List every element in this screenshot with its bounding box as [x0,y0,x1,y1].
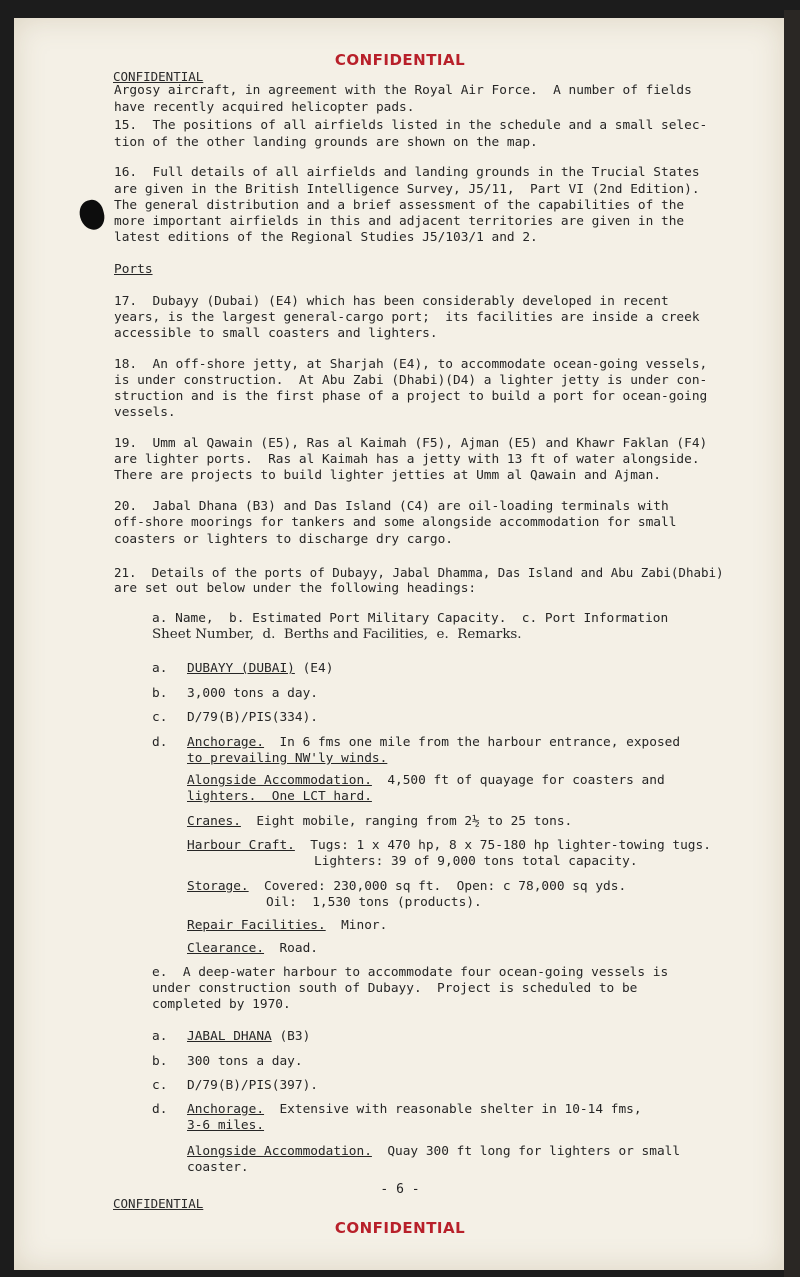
cranes-text: Eight mobile, ranging from 2½ to 25 tons. [240,814,573,829]
para-16-line-3: The general distribution and a brief assessment of the capabilities of the [114,198,685,213]
jabal-alongside-text: Quay 300 ft long for lighters or small [371,1144,681,1159]
jabal-anchorage-text: Extensive with reasonable shelter in 10-14 fms, [264,1102,642,1117]
dubayy-name: DUBAYY (DUBAI) [187,661,295,676]
dubayy-remarks-line-3: completed by 1970. [152,997,291,1012]
harbour-craft-text: Tugs: 1 x 470 hp, 8 x 75-180 hp lighter-towing tugs. [294,838,711,853]
jabal-pis: D/79(B)/PIS(397). [187,1078,318,1093]
dubayy-anchorage-line-2 [187,751,800,768]
dubayy-pis: D/79(B)/PIS(334). [187,710,318,725]
confidential-stamp-top: CONFIDENTIAL [334,51,466,69]
jabal-capacity: 300 tons a day. [187,1054,303,1069]
para-21-line-2: are set out below under the following headings: [114,581,477,596]
para-19-line-3: There are projects to build lighter jetties at Umm al Qawain and Ajman. [114,468,662,483]
anchorage-text: In 6 fms one mile from the harbour entrance, exposed [264,735,681,750]
alongside-line-2: lighters. One LCT hard. [187,789,372,804]
dubayy-oil-storage: Oil: 1,530 tons (products). [266,895,482,910]
para-15-line-1: 15. The positions of all airfields listed in the schedule and a small selec- [114,118,708,133]
dubayy-alongside [187,773,800,790]
jabal-b-label: b. [152,1054,168,1069]
cranes-label: Cranes. [187,814,241,829]
confidential-marking-bottom: CONFIDENTIAL [113,1196,204,1211]
para-17-line-3: accessible to small coasters and lighters. [114,326,438,341]
para-21-line-1: 21. Details of the ports of Dubayy, Jabal Dhamma, Das Island and Abu Zabi(Dhabi) [114,565,724,580]
jabal-port-name [187,1029,800,1046]
clearance-label: Clearance. [187,941,265,956]
dubayy-d-label: d. [152,735,168,750]
storage-label: Storage. [187,879,249,894]
headings-line-2: Sheet Number, d. Berths and Facilities, e. Remarks. [152,627,522,642]
jabal-c-label: c. [152,1078,168,1093]
intro-line-1: Argosy aircraft, in agreement with the Royal Air Force. A number of fields [114,83,692,98]
dubayy-c-label: c. [152,710,168,725]
confidential-stamp-bottom: CONFIDENTIAL [334,1219,466,1237]
clearance-text: Road. [264,941,318,956]
dubayy-storage [187,879,800,896]
jabal-d-label: d. [152,1102,168,1117]
para-18-line-2: is under construction. At Abu Zabi (Dhabi)(D4) a lighter jetty is under con- [114,373,708,388]
intro-line-2: have recently acquired helicopter pads. [114,100,415,115]
para-19-line-2: are lighter ports. Ras al Kaimah has a jetty with 13 ft of water alongside. [114,452,700,467]
para-16-line-4: more important airfields in this and adjacent territories are given in the [114,214,685,229]
jabal-name: JABAL DHANA [187,1029,272,1044]
dubayy-clearance [187,941,800,958]
para-18-line-4: vessels. [114,405,176,420]
jabal-anchorage [187,1102,800,1119]
para-18-line-1: 18. An off-shore jetty, at Sharjah (E4), to accommodate ocean-going vessels, [114,357,708,372]
jabal-alongside-label: Alongside Accommodation. [187,1144,372,1159]
para-17-line-1: 17. Dubayy (Dubai) (E4) which has been considerably developed in recent [114,294,669,309]
confidential-marking-top: CONFIDENTIAL [113,69,204,84]
para-20-line-1: 20. Jabal Dhana (B3) and Das Island (C4) are oil-loading terminals with [114,499,669,514]
anchorage-line-2: to prevailing NW'ly winds. [187,751,388,766]
jabal-alongside-line-2: coaster. [187,1160,249,1175]
storage-text: Covered: 230,000 sq ft. Open: c 78,000 sq yds. [248,879,627,894]
dubayy-grid-ref: (E4) [294,661,334,676]
para-20-line-3: coasters or lighters to discharge dry cargo. [114,532,453,547]
para-18-line-3: struction and is the first phase of a project to build a port for ocean-going [114,389,708,404]
dubayy-alongside-line-2 [187,789,800,806]
headings-line-1: a. Name, b. Estimated Port Military Capacity. c. Port Information [152,611,669,626]
para-16-line-2: are given in the British Intelligence Survey, J5/11, Part VI (2nd Edition). [114,182,700,197]
dubayy-lighters: Lighters: 39 of 9,000 tons total capacity. [314,854,638,869]
jabal-anchorage-line-2 [187,1118,800,1135]
dubayy-cranes [187,814,800,831]
harbour-craft-label: Harbour Craft. [187,838,295,853]
ports-heading: Ports [114,262,153,277]
dubayy-remarks-line-2: under construction south of Dubayy. Project is scheduled to be [152,981,638,996]
para-19-line-1: 19. Umm al Qawain (E5), Ras al Kaimah (F5), Ajman (E5) and Khawr Faklan (F4) [114,436,708,451]
dubayy-port-name [187,661,800,678]
para-16-line-5: latest editions of the Regional Studies J5/103/1 and 2. [114,230,538,245]
alongside-label: Alongside Accommodation. [187,773,372,788]
jabal-a-label: a. [152,1029,168,1044]
para-15-line-2: tion of the other landing grounds are shown on the map. [114,135,538,150]
dubayy-repair [187,918,800,935]
alongside-text: 4,500 ft of quayage for coasters and [371,773,665,788]
dubayy-capacity: 3,000 tons a day. [187,686,318,701]
repair-label: Repair Facilities. [187,918,326,933]
dubayy-b-label: b. [152,686,168,701]
jabal-alongside [187,1144,800,1161]
dubayy-remarks-line-1: e. A deep-water harbour to accommodate four ocean-going vessels is [152,965,669,980]
dubayy-a-label: a. [152,661,168,676]
jabal-anchorage-line-2-text: 3-6 miles. [187,1118,265,1133]
para-20-line-2: off-shore moorings for tankers and some alongside accommodation for small [114,515,677,530]
repair-text: Minor. [325,918,388,933]
anchorage-label: Anchorage. [187,735,265,750]
para-16-line-1: 16. Full details of all airfields and landing grounds in the Trucial States [114,165,700,180]
jabal-grid-ref: (B3) [271,1029,311,1044]
dubayy-anchorage [187,735,800,752]
page-number: - 6 - [380,1182,420,1197]
para-17-line-2: years, is the largest general-cargo port; its facilities are inside a creek [114,310,700,325]
dubayy-harbour-craft [187,838,800,855]
jabal-anchorage-label: Anchorage. [187,1102,265,1117]
